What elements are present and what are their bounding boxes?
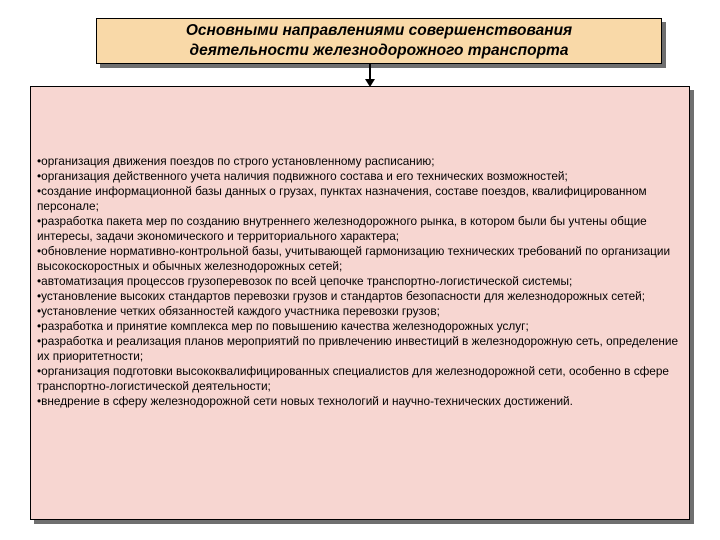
list-item: •разработка пакета мер по созданию внутреннего железнодорожного рынка, в котором были бы учтены общие интересы, задачи экономического и территориального характера;: [37, 214, 647, 243]
list-item: •организация действенного учета наличия подвижного состава и его технических возможностей;: [37, 169, 568, 183]
list-item: •организация подготовки высококвалифицированных специалистов для железнодорожной сети, особенно в сфере транспортно-логистической деятельности;: [37, 364, 669, 393]
list-item: •создание информационной базы данных о грузах, пунктах назначения, составе поездов, квалифицированном персонале;: [37, 184, 647, 213]
title-box: [96, 18, 662, 64]
list-item: •организация движения поездов по строго установленному расписанию;: [37, 154, 435, 168]
list-item: •автоматизация процессов грузоперевозок по всей цепочке транспортно-логистической системы;: [37, 274, 573, 288]
list-item: •внедрение в сферу железнодорожной сети новых технологий и научно-технических достижений.: [37, 394, 573, 408]
list-item: •установление четких обязанностей каждого участника перевозки грузов;: [37, 304, 440, 318]
list-item: •разработка и принятие комплекса мер по повышению качества железнодорожных услуг;: [37, 319, 529, 333]
directions-list: [37, 154, 687, 409]
list-item: •установление высоких стандартов перевозки грузов и стандартов безопасности для железнодорожных сетей;: [37, 289, 646, 303]
list-item: •обновление нормативно-контрольной базы, учитывающей гармонизацию технических требований по организации высокоскоростных и обычных железнодорожных сетей;: [37, 244, 671, 273]
title-line-2: деятельности железнодорожного транспорта: [189, 42, 569, 59]
title-line-1: Основными направлениями совершенствования: [185, 22, 573, 39]
list-item: •разработка и реализация планов мероприятий по привлечению инвестиций в железнодорожную сеть, определение их приоритетности;: [37, 334, 679, 363]
